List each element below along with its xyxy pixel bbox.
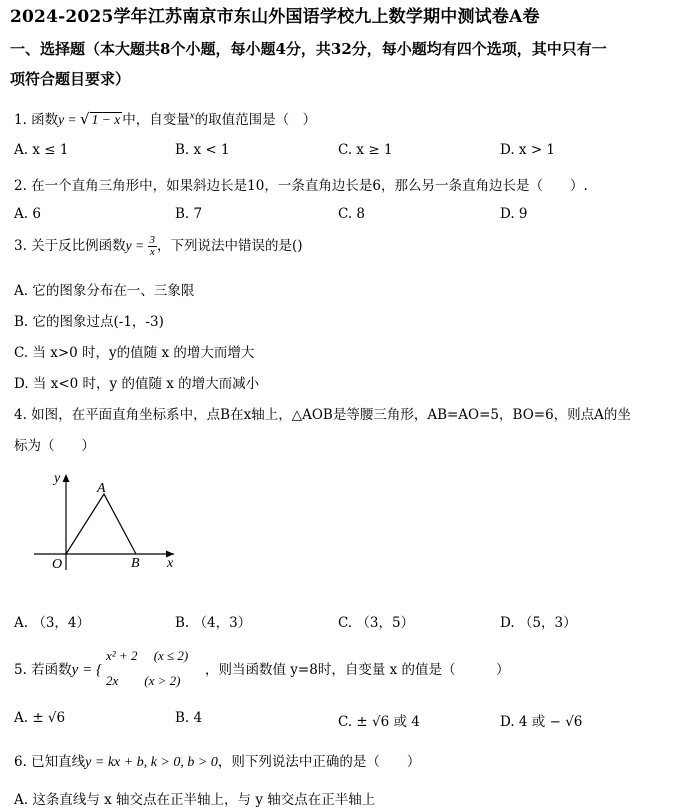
label-b: B bbox=[131, 556, 140, 571]
question-5 bbox=[14, 658, 102, 679]
q5-case-1: x² + 2 (x ≤ 2) bbox=[106, 648, 189, 663]
label-x: x bbox=[167, 556, 174, 571]
question-2: 2. 在一个直角三角形中，如果斜边长是10，一条直角边长是6，那么另一条直角边长是（ ）. bbox=[14, 178, 588, 194]
q6-prefix: 6. 已知直线 bbox=[14, 754, 86, 770]
q6-option-a[interactable]: A. 这条直线与 x 轴交点在正半轴上，与 y 轴交点在正半轴上 bbox=[14, 792, 376, 808]
q4-option-c[interactable]: C. （3，5） bbox=[338, 615, 415, 631]
section-heading-cont: 项符合题目要求） bbox=[10, 70, 131, 88]
y-axis-arrow bbox=[63, 474, 70, 482]
q6-suffix: ，则下列说法中正确的是（ ） bbox=[217, 754, 421, 770]
q5-option-b[interactable]: B. 4 bbox=[175, 710, 203, 726]
question-6 bbox=[14, 750, 420, 771]
q4-option-b[interactable]: B. （4，3） bbox=[175, 615, 252, 631]
q2-option-b[interactable]: B. 7 bbox=[175, 206, 203, 222]
question-4: 4. 如图，在平面直角坐标系中，点B在x轴上，△AOB是等腰三角形，AB=AO=5，BO=6，则点A的坐 bbox=[14, 407, 631, 423]
section-heading: 一、选择题（本大题共8个小题，每小题4分，共32分，每小题均有四个选项，其中只有一 bbox=[10, 40, 607, 58]
q1-suffix: 的取值范围是（ ） bbox=[194, 112, 317, 128]
q3-numerator: 3 bbox=[149, 234, 156, 246]
question-4-cont: 标为（ ） bbox=[14, 438, 95, 454]
q1-option-b[interactable]: B. x < 1 bbox=[175, 142, 230, 158]
q3-prefix: 3. 关于反比例函数 bbox=[14, 238, 126, 254]
q3-denominator: x bbox=[149, 246, 155, 258]
q1-formula: y = bbox=[58, 112, 81, 127]
q3-fraction bbox=[148, 235, 158, 258]
q5-formula: y = { bbox=[71, 662, 102, 678]
q3-option-d[interactable]: D. 当 x<0 时，y 的值随 x 的增大而减小 bbox=[14, 376, 260, 392]
q5-option-a[interactable]: A. ± √6 bbox=[14, 710, 66, 726]
q1-option-d[interactable]: D. x > 1 bbox=[500, 142, 556, 158]
q4-option-a[interactable]: A. （3，4） bbox=[14, 615, 91, 631]
q1-radicand: 1 − x bbox=[91, 112, 121, 127]
q6-formula: y = kx + b, k > 0, b > 0 bbox=[85, 755, 218, 770]
q1-var: x bbox=[189, 109, 195, 122]
q5-option-d[interactable]: D. 4 或 − √6 bbox=[500, 714, 583, 730]
q5-suffix: ，则当函数值 y=8时，自变量 x 的值是（ ） bbox=[205, 662, 510, 678]
q1-option-a[interactable]: A. x ≤ 1 bbox=[14, 142, 69, 158]
q5-prefix: 5. 若函数 bbox=[14, 662, 72, 678]
q5-case-2: 2x (x > 2) bbox=[106, 673, 181, 688]
q2-option-a[interactable]: A. 6 bbox=[14, 206, 41, 222]
q1-option-c[interactable]: C. x ≥ 1 bbox=[338, 142, 393, 158]
q2-option-c[interactable]: C. 8 bbox=[338, 206, 366, 222]
q3-option-a[interactable]: A. 它的图象分布在一、三象限 bbox=[14, 283, 195, 299]
question-3 bbox=[14, 234, 303, 258]
q3-formula: y = bbox=[125, 238, 148, 253]
q3-option-c[interactable]: C. 当 x>0 时，y的值随 x 的增大而增大 bbox=[14, 345, 255, 361]
label-y: y bbox=[54, 471, 61, 486]
q5-option-c[interactable]: C. ± √6 或 4 bbox=[338, 714, 420, 730]
label-a: A bbox=[97, 481, 106, 496]
q2-option-d[interactable]: D. 9 bbox=[500, 206, 528, 222]
q4-option-d[interactable]: D. （5，3） bbox=[500, 615, 577, 631]
question-1: 1. 函数y = √ 1 − x 中，自变量$^x$的取值范围是（ ） bbox=[14, 109, 317, 128]
triangle-aob bbox=[66, 494, 136, 554]
label-o: O bbox=[52, 557, 63, 572]
q3-suffix: ，下列说法中错误的是() bbox=[157, 238, 303, 254]
q1-mid: 中，自变量 bbox=[122, 112, 190, 128]
page-title: 2024-2025学年江苏南京市东山外国语学校九上数学期中测试卷A卷 bbox=[10, 7, 540, 27]
q3-option-b[interactable]: B. 它的图象过点(-1，-3) bbox=[14, 314, 164, 330]
q4-figure bbox=[24, 466, 184, 576]
q1-prefix: 1. 函数 bbox=[14, 112, 59, 128]
